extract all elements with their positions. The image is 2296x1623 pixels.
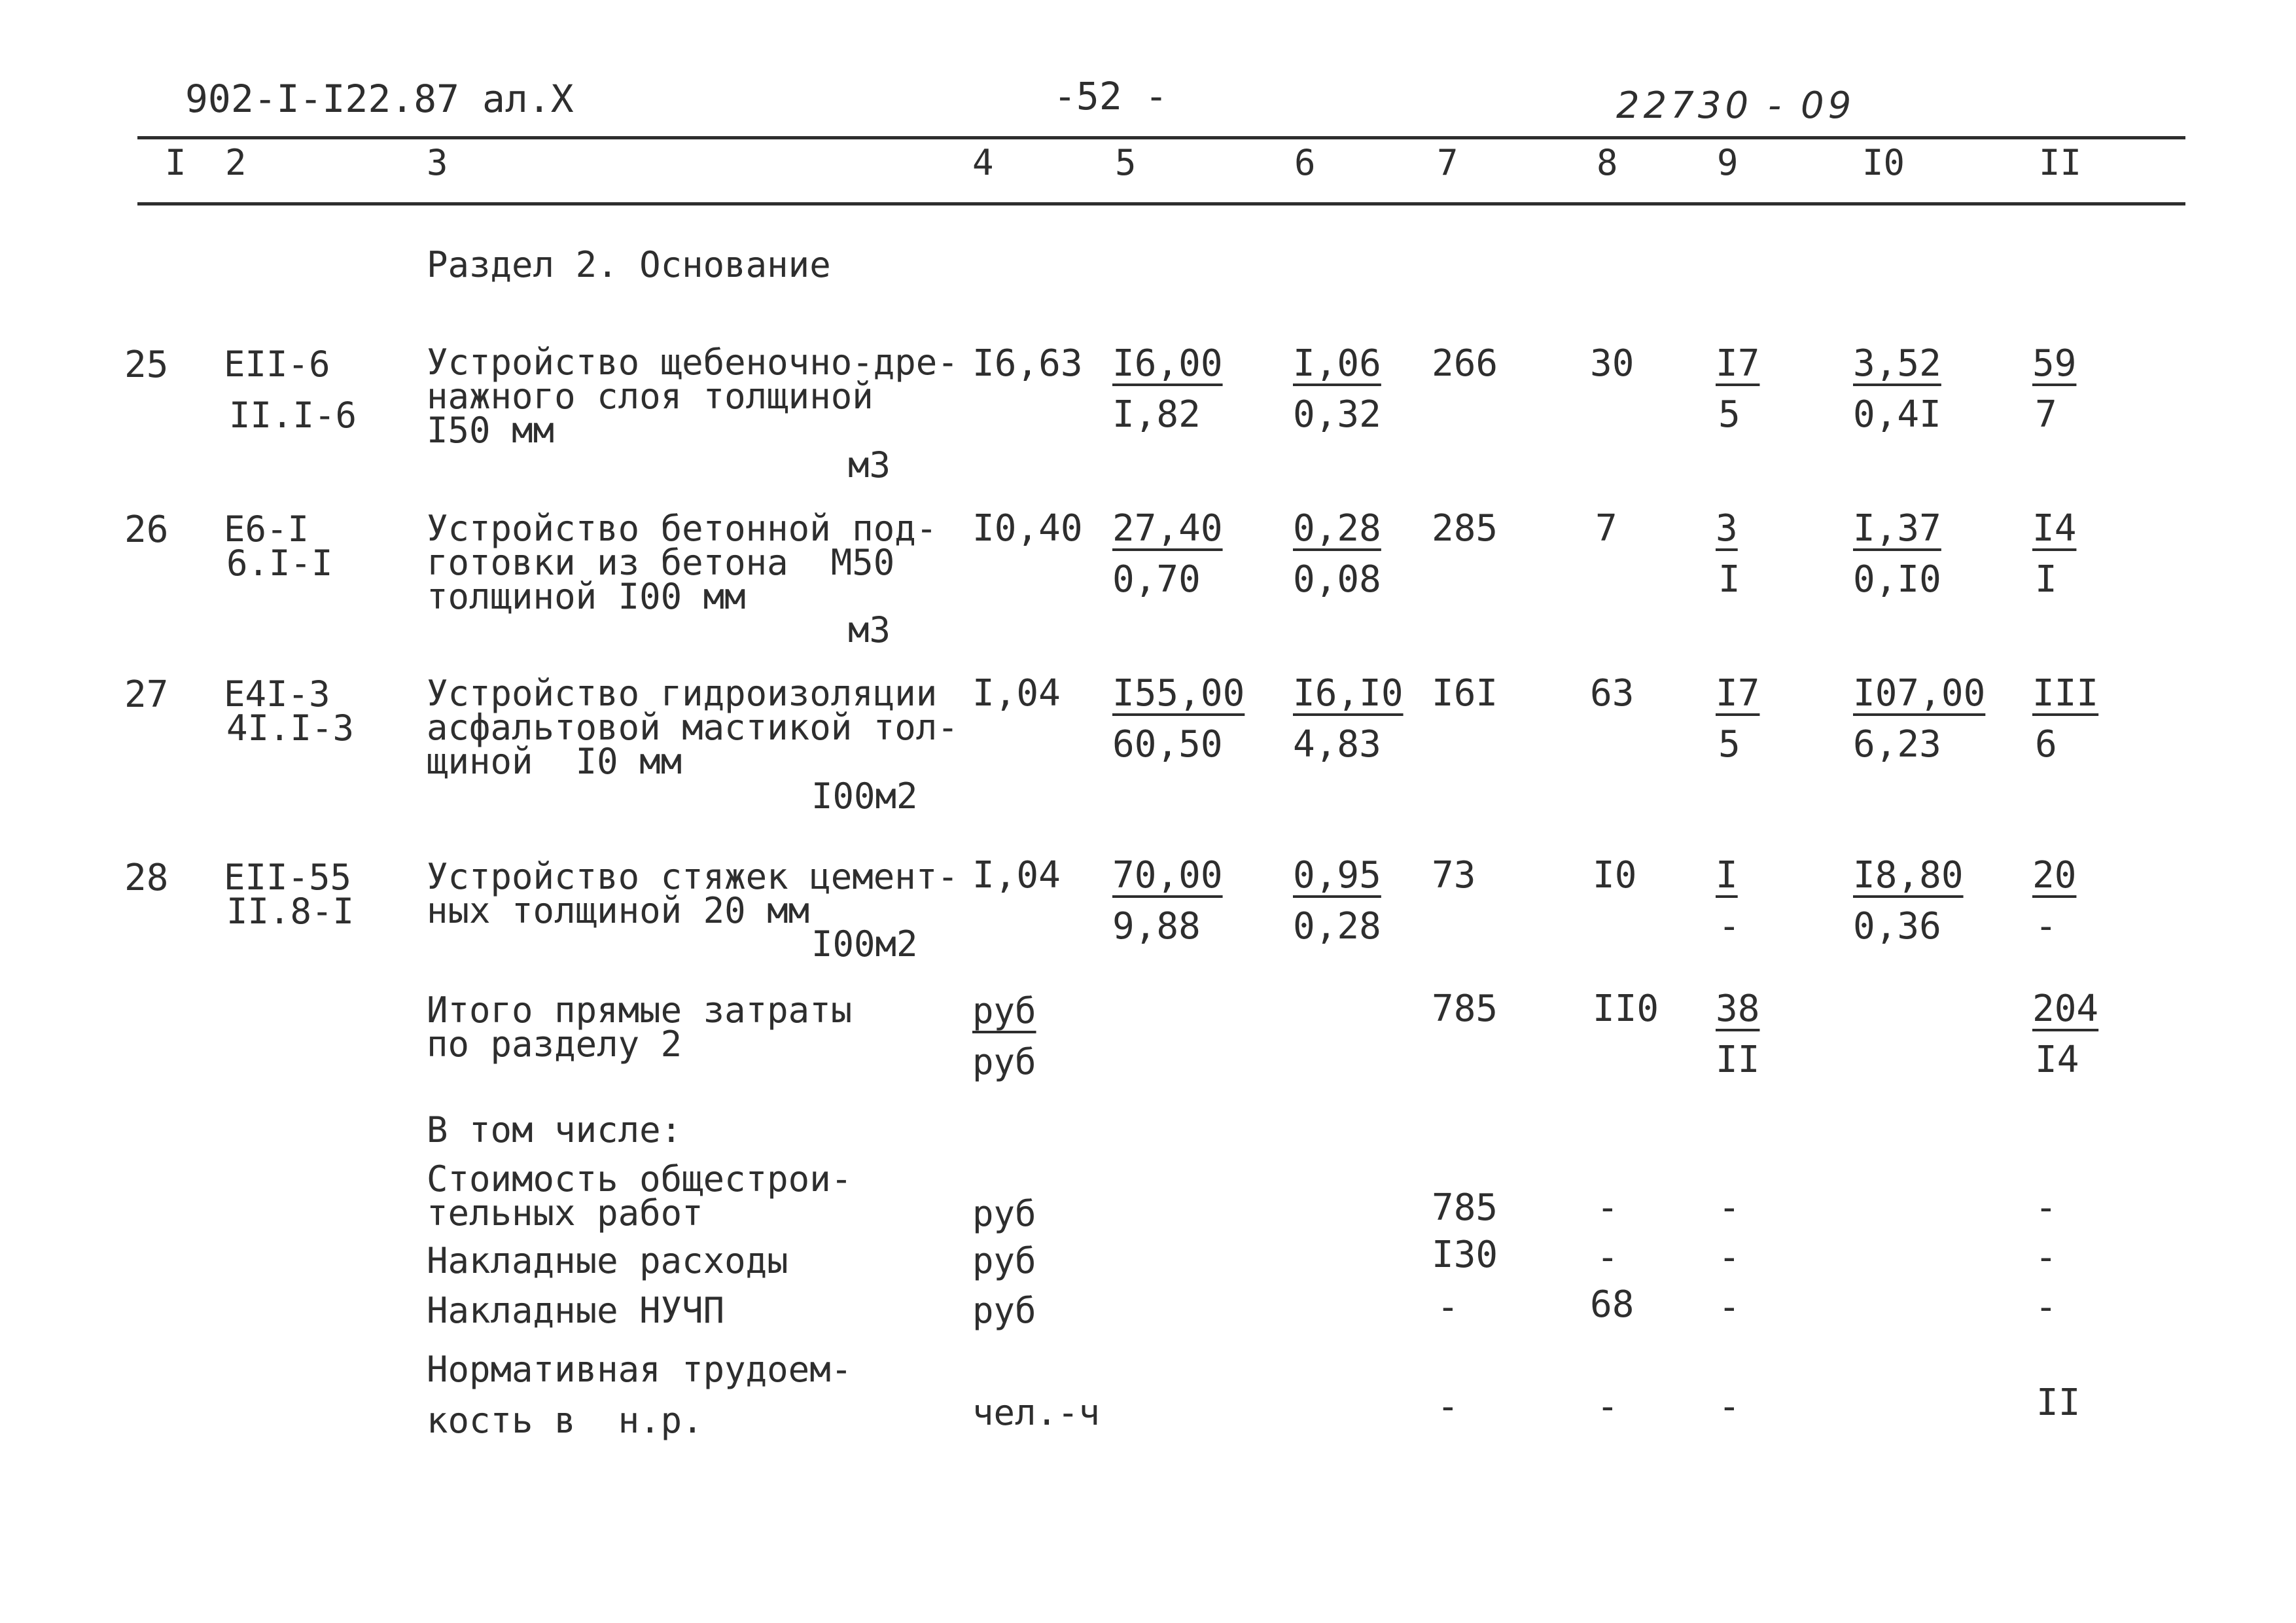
labor-bottom: 0,4I <box>1853 393 1941 436</box>
breakdown-total-cost: - <box>1437 1286 1459 1329</box>
machine-cost-bottom: I <box>1718 558 1740 601</box>
cost-top: I,06 <box>1293 342 1381 385</box>
cost-bottom: 0,70 <box>1112 558 1201 601</box>
cost-top: 27,40 <box>1112 507 1223 550</box>
column-header: I <box>165 142 186 183</box>
labor-top: 3,52 <box>1853 342 1941 385</box>
cost-top: I55,00 <box>1112 672 1245 715</box>
work-description: Устройство щебеночно-дре- нажного слоя толщиной I50 мм <box>427 342 959 451</box>
quantity: I6,63 <box>972 342 1083 385</box>
labor-bottom: 0,36 <box>1853 905 1941 948</box>
row-number: 28 <box>124 857 169 899</box>
breakdown-machine: - <box>1718 1385 1740 1428</box>
breakdown-wages: 68 <box>1590 1283 1634 1326</box>
rate-code: E6-I <box>224 508 309 550</box>
cost-top: 0,95 <box>1293 854 1381 897</box>
rate-code-alt: 6.I-I <box>226 543 333 584</box>
cost-bottom: 9,88 <box>1112 905 1201 948</box>
machine-cost-top: I <box>1716 854 1738 897</box>
rate-code-alt: 4I.I-3 <box>226 707 355 749</box>
breakdown-unit: руб <box>972 1193 1036 1234</box>
breakdown-total-cost: I30 <box>1432 1234 1498 1276</box>
labor-bottom: 6,23 <box>1853 723 1941 766</box>
cost-bottom: 0,08 <box>1293 558 1381 601</box>
column-header: 9 <box>1717 142 1739 183</box>
row-number: 25 <box>124 344 169 386</box>
totals-unit-bottom: руб <box>972 1041 1036 1082</box>
unit: I00м2 <box>811 776 918 817</box>
rate-code: EII-6 <box>224 344 330 385</box>
row-number: 27 <box>124 673 169 716</box>
breakdown-label: Накладные расходы <box>427 1240 788 1281</box>
labor-total-bottom: - <box>2035 905 2057 948</box>
labor-top: I8,80 <box>1853 854 1964 897</box>
cost-bottom: 60,50 <box>1112 723 1223 766</box>
machine-cost-top: I7 <box>1716 342 1760 385</box>
cost-bottom: 4,83 <box>1293 723 1381 766</box>
labor-total-top: 59 <box>2032 342 2077 385</box>
labor-top: I07,00 <box>1853 672 1986 715</box>
totals-total-cost: 785 <box>1432 988 1498 1030</box>
machine-cost-top: I7 <box>1716 672 1760 715</box>
page-number: -52 - <box>1053 74 1168 118</box>
machine-cost-top: 3 <box>1716 507 1738 550</box>
rate-code: E4I-3 <box>224 673 330 715</box>
column-header: II <box>2039 142 2082 183</box>
labor-total-top: I4 <box>2032 507 2077 550</box>
labor-top: I,37 <box>1853 507 1941 550</box>
breakdown-total-cost: - <box>1437 1385 1459 1428</box>
breakdown-wages: - <box>1597 1236 1619 1279</box>
breakdown-wages: - <box>1597 1385 1619 1428</box>
breakdown-label: Стоимость общестрои- тельных работ <box>427 1158 853 1234</box>
total-cost: 285 <box>1432 507 1498 550</box>
totals-unit-top: руб <box>972 990 1036 1031</box>
machine-cost-bottom: 5 <box>1718 393 1740 436</box>
cost-bottom: 0,32 <box>1293 393 1381 436</box>
column-header: 8 <box>1597 142 1618 183</box>
work-description: Устройство стяжек цемент- ных толщиной 20 мм <box>427 856 959 931</box>
wages-cost: I0 <box>1593 854 1637 897</box>
totals-machine-top: 38 <box>1716 988 1760 1030</box>
totals-wages: II0 <box>1593 988 1659 1030</box>
sheet-number: 22730 - 09 <box>1616 84 1856 127</box>
rate-code-alt: II.8-I <box>226 891 355 932</box>
cost-top: 70,00 <box>1112 854 1223 897</box>
breakdown-machine: - <box>1718 1286 1740 1329</box>
cost-top: I6,I0 <box>1293 672 1404 715</box>
cost-bottom: 0,28 <box>1293 905 1381 948</box>
labor-total-bottom: I <box>2035 558 2057 601</box>
column-header: 2 <box>225 142 247 183</box>
machine-cost-bottom: - <box>1718 905 1740 948</box>
quantity: I,04 <box>972 854 1061 897</box>
total-cost: 266 <box>1432 342 1498 385</box>
unit: м3 <box>848 444 891 486</box>
wages-cost: 7 <box>1595 507 1617 550</box>
total-cost: I6I <box>1432 672 1498 715</box>
section-title: Раздел 2. Основание <box>427 244 831 285</box>
breakdown-wages: - <box>1597 1186 1619 1229</box>
rate-code-alt: II.I-6 <box>229 395 357 436</box>
breakdown-machine: - <box>1718 1236 1740 1279</box>
breakdown-label: Накладные НУЧП <box>427 1290 725 1331</box>
document-code: 902-I-I22.87 ал.Х <box>185 77 574 121</box>
column-header: 7 <box>1437 142 1458 183</box>
labor-total-bottom: 7 <box>2035 393 2057 436</box>
column-header: 5 <box>1115 142 1137 183</box>
totals-machine-bottom: II <box>1716 1039 1760 1081</box>
breakdown-total-cost: 785 <box>1432 1186 1498 1229</box>
header-rule <box>137 202 2185 205</box>
column-header: 3 <box>427 142 448 183</box>
breakdown-labor: - <box>2035 1236 2057 1279</box>
total-cost: 73 <box>1432 854 1476 897</box>
row-number: 26 <box>124 508 169 551</box>
including-label: В том числе: <box>427 1109 682 1150</box>
column-header: 4 <box>972 142 994 183</box>
wages-cost: 63 <box>1590 672 1634 715</box>
work-description: Устройство гидроизоляции асфальтовой мастикой тол- щиной I0 мм <box>427 673 959 782</box>
breakdown-unit: руб <box>972 1240 1036 1281</box>
breakdown-unit: руб <box>972 1290 1036 1331</box>
quantity: I0,40 <box>972 507 1083 550</box>
breakdown-label: Нормативная трудоем- кость в н.р. <box>427 1349 853 1441</box>
cost-top: I6,00 <box>1112 342 1223 385</box>
breakdown-labor: - <box>2035 1186 2057 1229</box>
labor-total-top: 20 <box>2032 854 2077 897</box>
quantity: I,04 <box>972 672 1061 715</box>
breakdown-machine: - <box>1718 1186 1740 1229</box>
labor-total-top: III <box>2032 672 2099 715</box>
column-header: 6 <box>1294 142 1316 183</box>
breakdown-unit: чел.-ч <box>972 1392 1101 1433</box>
labor-bottom: 0,I0 <box>1853 558 1941 601</box>
breakdown-labor: II <box>2036 1382 2081 1424</box>
totals-label: Итого прямые затраты по разделу 2 <box>427 990 853 1065</box>
top-rule <box>137 136 2185 139</box>
breakdown-labor: - <box>2035 1286 2057 1329</box>
machine-cost-bottom: 5 <box>1718 723 1740 766</box>
wages-cost: 30 <box>1590 342 1634 385</box>
cost-top: 0,28 <box>1293 507 1381 550</box>
unit: м3 <box>848 609 891 651</box>
labor-total-bottom: 6 <box>2035 723 2057 766</box>
column-header: I0 <box>1862 142 1905 183</box>
unit: I00м2 <box>811 923 918 965</box>
totals-labor-bottom: I4 <box>2035 1039 2079 1081</box>
work-description: Устройство бетонной под- готовки из бетона M50 толщиной I00 мм <box>427 508 938 617</box>
rate-code: EII-55 <box>224 857 352 898</box>
cost-bottom: I,82 <box>1112 393 1201 436</box>
totals-labor-top: 204 <box>2032 988 2099 1030</box>
